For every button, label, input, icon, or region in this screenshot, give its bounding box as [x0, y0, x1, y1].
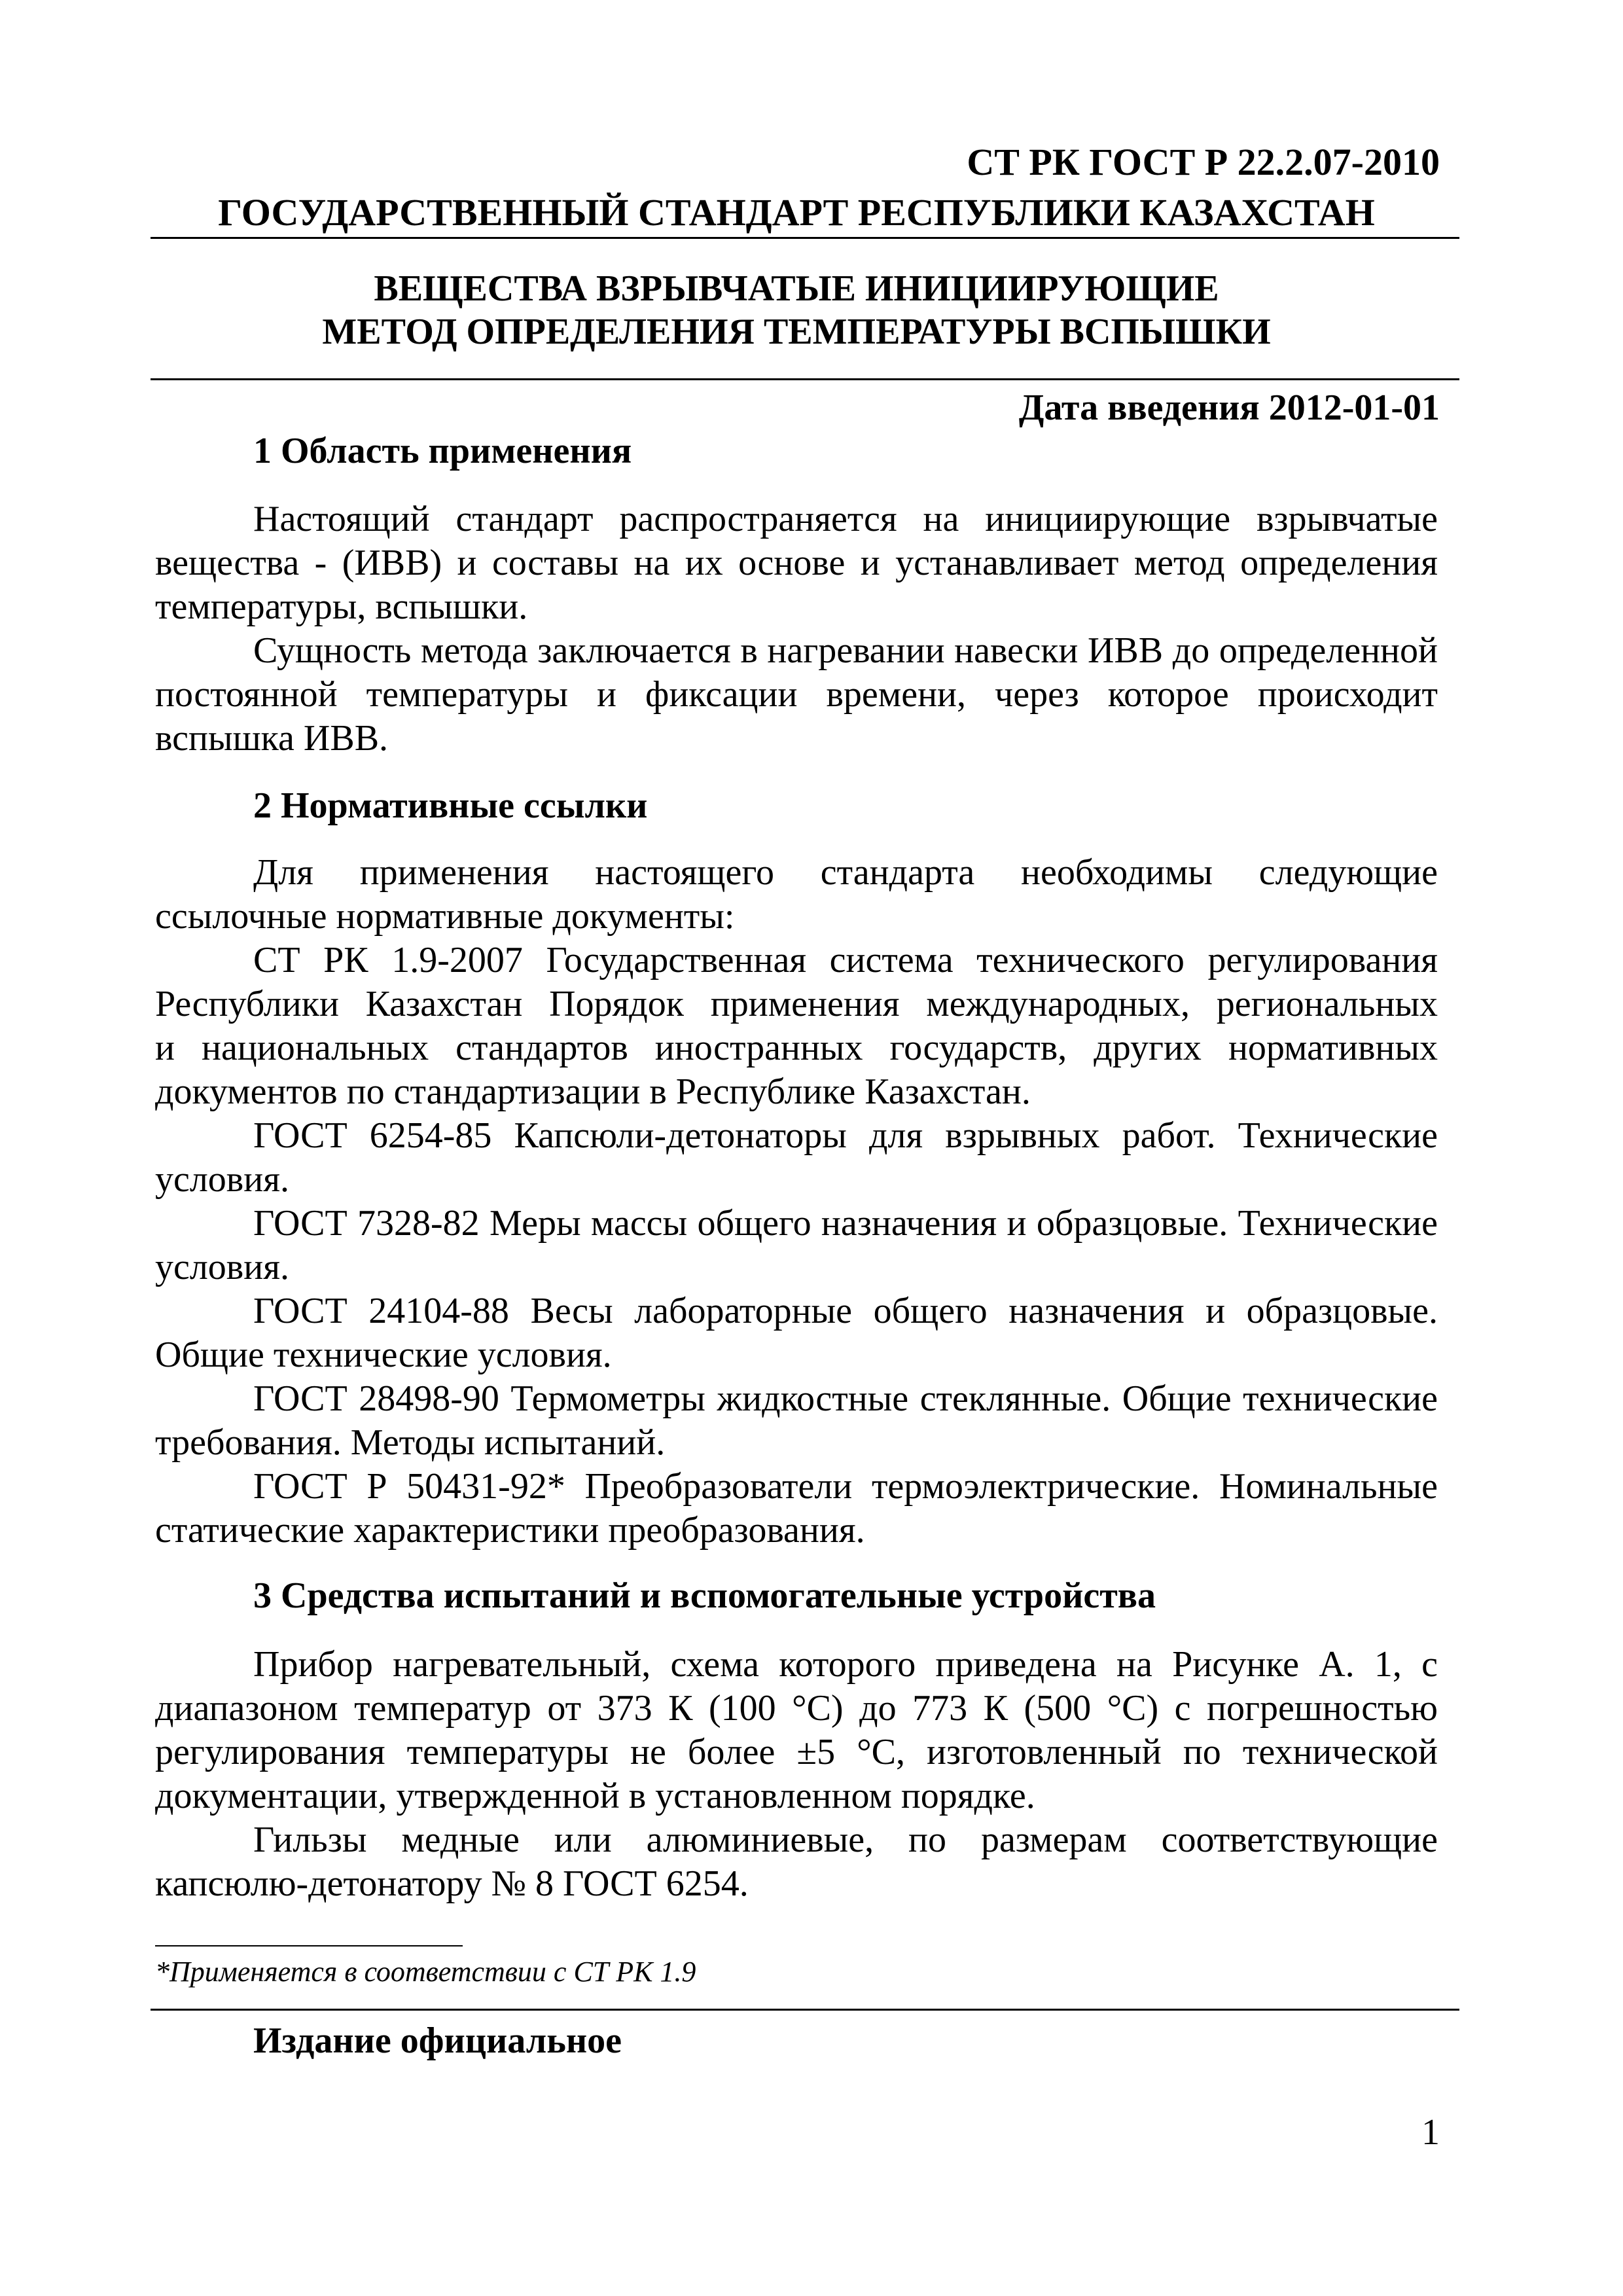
text-line: ГОСТ 7328-82 Меры массы общего назначения и образцовые. Технические — [253, 1203, 1438, 1244]
text-line: Республики Казахстан Порядок применения международных, региональных — [155, 984, 1438, 1024]
text-line: условия. — [155, 1247, 289, 1287]
section-2-reference-gost-28498 — [155, 1377, 1438, 1465]
text-line: Прибор нагревательный, схема которого приведена на Рисунке А. 1, с — [253, 1644, 1438, 1685]
text-line: ГОСТ 24104-88 Весы лабораторные общего назначения и образцовые. — [253, 1291, 1438, 1331]
footnote-separator — [155, 1945, 463, 1946]
text-line: температуры, вспышки. — [155, 586, 528, 627]
text-line: СТ РК 1.9-2007 Государственная система технического регулирования — [253, 940, 1438, 980]
text-line: условия. — [155, 1159, 289, 1200]
section-3-paragraph-1 — [155, 1643, 1438, 1818]
text-line: регулирования температуры не более ±5 °С, изготовленный по технической — [155, 1732, 1438, 1772]
title-rule — [151, 378, 1459, 380]
section-1-paragraph-2 — [155, 629, 1438, 761]
page-number: 1 — [1421, 2112, 1440, 2153]
text-line: ссылочные нормативные документы: — [155, 896, 735, 937]
section-1-heading: 1 Область применения — [253, 431, 632, 471]
text-line: документов по стандартизации в Республике Казахстан. — [155, 1071, 1031, 1112]
text-line: капсюлю-детонатору № 8 ГОСТ 6254. — [155, 1863, 749, 1904]
header-rule — [151, 237, 1459, 239]
introduction-date: Дата введения 2012-01-01 — [1018, 387, 1440, 428]
section-3-heading: 3 Средства испытаний и вспомогательные устройства — [253, 1575, 1156, 1616]
footnote-text: *Применяется в соответствии с СТ РК 1.9 — [155, 1956, 696, 1988]
section-2-paragraph-1 — [155, 851, 1438, 939]
text-line: Гильзы медные или алюминиевые, по размерам соответствующие — [253, 1820, 1438, 1860]
text-line: Для применения настоящего стандарта необходимы следующие — [253, 852, 1438, 893]
title-line-2: МЕТОД ОПРЕДЕЛЕНИЯ ТЕМПЕРАТУРЫ ВСПЫШКИ — [322, 312, 1271, 352]
section-1-paragraph-1 — [155, 497, 1438, 629]
text-line: статические характеристики преобразования. — [155, 1510, 865, 1551]
text-line: постоянной температуры и фиксации времени, через которое происходит — [155, 674, 1438, 715]
section-2-heading: 2 Нормативные ссылки — [253, 785, 648, 826]
text-line: ГОСТ 6254-85 Капсюли-детонаторы для взрывных работ. Технические — [253, 1115, 1438, 1156]
text-line: вспышка ИВВ. — [155, 718, 389, 759]
section-2-reference-gost-7328 — [155, 1202, 1438, 1289]
text-line: требования. Методы испытаний. — [155, 1422, 666, 1463]
section-2-reference-st-rk-1-9 — [155, 939, 1438, 1114]
text-line: Общие технические условия. — [155, 1335, 612, 1375]
edition-rule — [151, 2009, 1459, 2011]
standard-type: ГОСУДАРСТВЕННЫЙ СТАНДАРТ РЕСПУБЛИКИ КАЗАХСТАН — [218, 191, 1375, 234]
official-edition-label: Издание официальное — [253, 2020, 622, 2061]
section-2-reference-gost-24104 — [155, 1289, 1438, 1377]
text-line: Настоящий стандарт распространяется на инициирующие взрывчатые — [253, 499, 1438, 539]
section-3-paragraph-2 — [155, 1818, 1438, 1906]
text-line: диапазоном температур от 373 К (100 °С) до 773 К (500 °С) с погрешностью — [155, 1688, 1438, 1729]
section-2-reference-gost-6254 — [155, 1114, 1438, 1202]
text-line: ГОСТ Р 50431-92* Преобразователи термоэлектрические. Номинальные — [253, 1466, 1438, 1507]
text-line: и национальных стандартов иностранных государств, других нормативных — [155, 1028, 1438, 1068]
document-code: СТ РК ГОСТ Р 22.2.07-2010 — [967, 141, 1440, 183]
text-line: ГОСТ 28498-90 Термометры жидкостные стеклянные. Общие технические — [253, 1378, 1438, 1419]
text-line: Сущность метода заключается в нагревании навески ИВВ до определенной — [253, 630, 1438, 671]
text-line: вещества - (ИВВ) и составы на их основе и устанавливает метод определения — [155, 543, 1438, 583]
section-2-reference-gost-r-50431 — [155, 1465, 1438, 1552]
title-line-1: ВЕЩЕСТВА ВЗРЫВЧАТЫЕ ИНИЦИИРУЮЩИЕ — [374, 268, 1219, 309]
text-line: документации, утвержденной в установленном порядке. — [155, 1776, 1035, 1816]
